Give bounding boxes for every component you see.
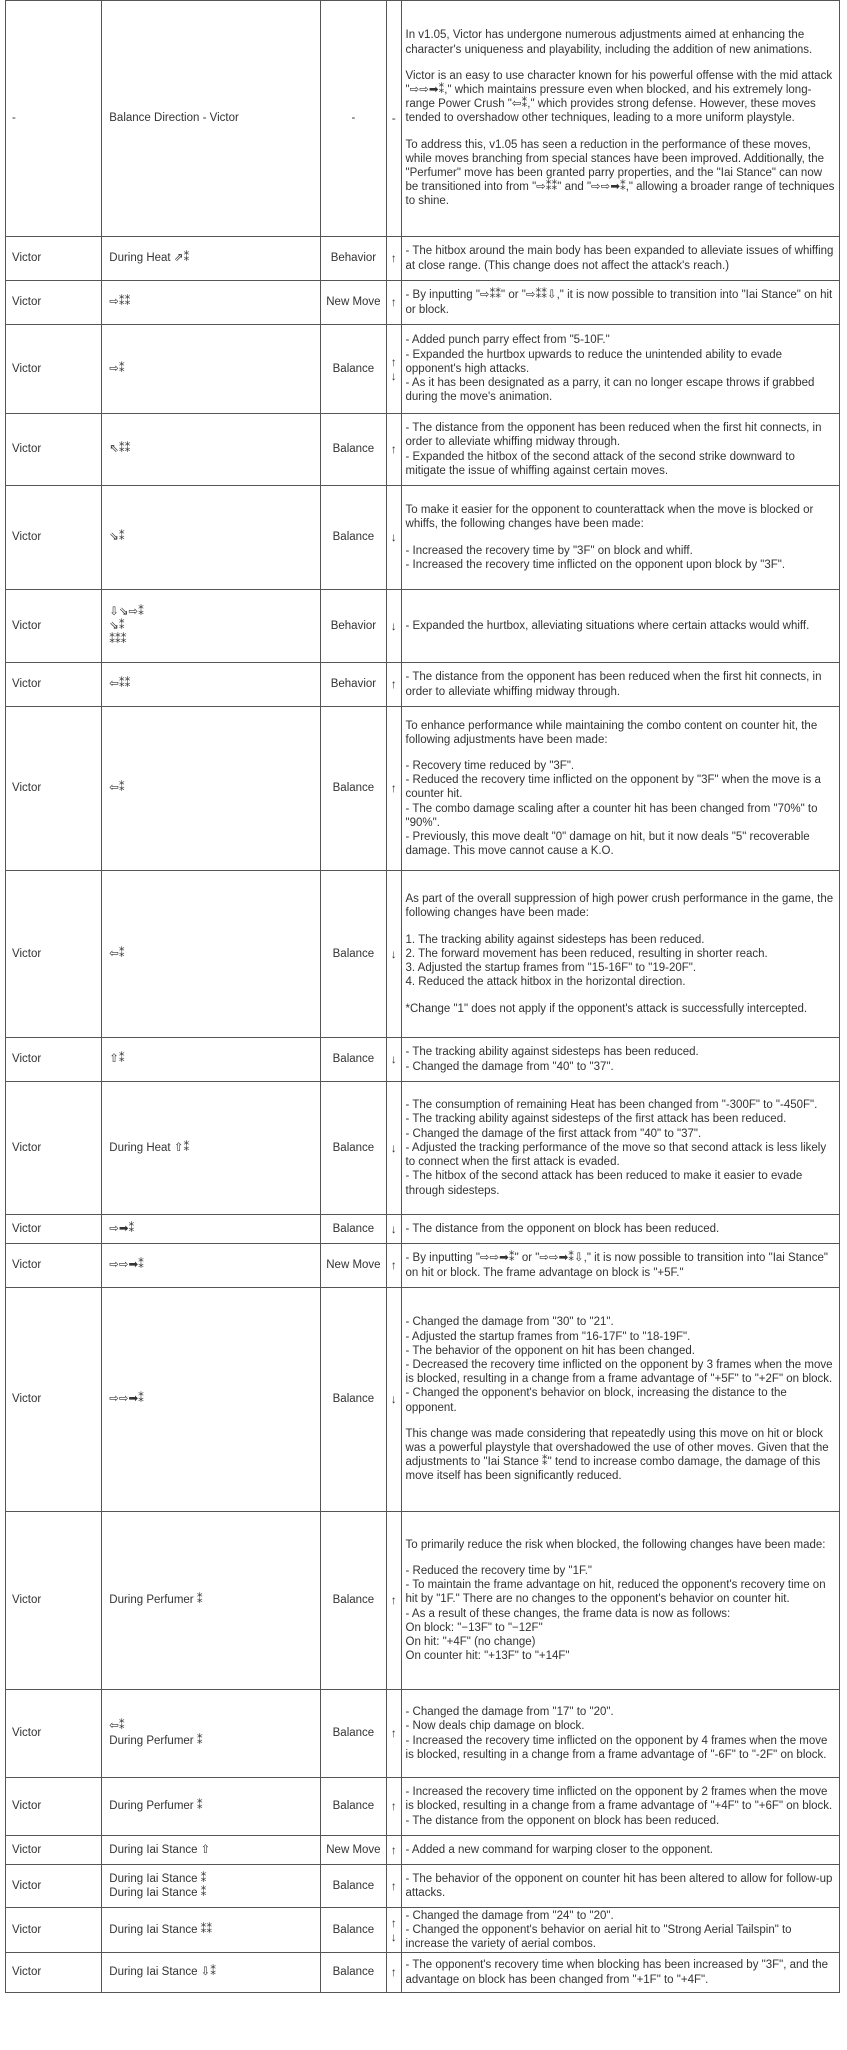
table-row bbox=[6, 281, 840, 325]
description-line: On counter hit: "+13F" to "+14F" bbox=[405, 1650, 570, 1663]
description-cell bbox=[401, 1865, 839, 1908]
description-line: - By inputting "⇨⁑⁑" or "⇨⁑⁑⇩," it is now possible to transition into "Iai Stance" on hit or block. bbox=[405, 289, 833, 316]
description-line: - The opponent's recovery time when blocking has been increased by "3F", and the advantage on block has been changed from "+1F" to "+4F". bbox=[405, 1959, 828, 1986]
command-line: ⇧⁑ bbox=[109, 1053, 125, 1066]
character-cell: Victor bbox=[6, 707, 102, 871]
direction-cell: ↓ bbox=[386, 871, 401, 1038]
command-line: ⇨⁑ bbox=[109, 362, 125, 375]
command-line: During Heat ⇗⁑ bbox=[109, 252, 190, 265]
category-cell: Balance bbox=[320, 1953, 386, 1993]
direction-cell: ↓ bbox=[386, 1082, 401, 1215]
paragraph-gap bbox=[406, 921, 835, 933]
description-line: - The tracking ability against sidesteps of the first attack has been reduced. bbox=[405, 1113, 787, 1126]
table-row bbox=[6, 1778, 840, 1836]
command-cell bbox=[102, 414, 321, 486]
command-cell bbox=[102, 237, 321, 281]
description-cell bbox=[401, 414, 839, 486]
description-line: - Increased the recovery time inflicted on the opponent upon block by "3F". bbox=[405, 558, 786, 571]
character-cell: - bbox=[6, 1, 102, 237]
description-cell bbox=[401, 871, 839, 1038]
command-cell bbox=[102, 1512, 321, 1690]
direction-cell: ↑ bbox=[386, 1512, 401, 1690]
table-row bbox=[6, 1953, 840, 1993]
category-cell: Balance bbox=[320, 414, 386, 486]
description-line: - Changed the opponent's behavior on block, increasing the distance to the opponent. bbox=[405, 1387, 787, 1414]
description-line: - The distance from the opponent on block has been reduced. bbox=[405, 1814, 720, 1827]
description-line: 2. The forward movement has been reduced, resulting in shorter reach. bbox=[405, 947, 768, 960]
command-cell bbox=[102, 1038, 321, 1082]
description-line: - The behavior of the opponent on hit has been changed. bbox=[405, 1344, 695, 1357]
description-cell bbox=[401, 663, 839, 707]
description-line: - Increased the recovery time inflicted on the opponent by 2 frames when the move is blocked, resulting in a change from a frame advantage of "+4F" to "+6F" on block. bbox=[405, 1786, 833, 1813]
paragraph-gap bbox=[406, 126, 835, 138]
category-cell: Balance bbox=[320, 486, 386, 590]
command-line: ⇦⁑ bbox=[109, 947, 125, 960]
description-cell bbox=[401, 1778, 839, 1836]
description-line: - Now deals chip damage on block. bbox=[405, 1720, 585, 1733]
direction-cell: ↓ bbox=[386, 590, 401, 663]
character-cell: Victor bbox=[6, 325, 102, 414]
command-line: During Perfumer ⁑ bbox=[109, 1734, 203, 1747]
table-row bbox=[6, 1215, 840, 1244]
description-line: On hit: "+4F" (no change) bbox=[405, 1635, 536, 1648]
description-line: - Adjusted the tracking performance of the move so that second attack is less likely to connect when the first attack is evaded. bbox=[405, 1141, 827, 1169]
description-cell bbox=[401, 1690, 839, 1778]
character-cell: Victor bbox=[6, 1908, 102, 1953]
command-line: During Iai Stance ⁑ bbox=[109, 1887, 207, 1899]
description-line: - The distance from the opponent has been reduced when the first hit connects, in order to alleviate whiffing midway through. bbox=[405, 671, 822, 698]
character-cell: Victor bbox=[6, 1865, 102, 1908]
character-cell: Victor bbox=[6, 1038, 102, 1082]
description-line: - The consumption of remaining Heat has been changed from "-300F" to "-450F". bbox=[405, 1099, 818, 1112]
character-cell: Victor bbox=[6, 663, 102, 707]
patch-notes-table bbox=[5, 0, 840, 1993]
table-row bbox=[6, 1038, 840, 1082]
command-cell bbox=[102, 1778, 321, 1836]
command-cell bbox=[102, 1215, 321, 1244]
command-cell bbox=[102, 707, 321, 871]
direction-cell: ↓ bbox=[386, 1215, 401, 1244]
category-cell: Balance bbox=[320, 1512, 386, 1690]
command-line: ⇨⁑⁑ bbox=[109, 296, 131, 309]
command-line: ⇦⁑ bbox=[109, 1720, 125, 1733]
direction-cell: ↓ bbox=[386, 1288, 401, 1512]
command-line: During Heat ⇧⁑ bbox=[109, 1141, 190, 1154]
command-cell bbox=[102, 1, 321, 237]
category-cell: Balance bbox=[320, 707, 386, 871]
paragraph-gap bbox=[406, 57, 835, 69]
command-line: ⇨⇨➡⁑ bbox=[109, 1259, 144, 1272]
command-line: ⇦⁑⁑ bbox=[109, 678, 131, 691]
command-line: During Iai Stance ⁑ bbox=[109, 1872, 207, 1885]
description-line: - Expanded the hurtbox upwards to reduce the unintended ability to evade opponent's high attacks. bbox=[405, 348, 783, 375]
description-line: - Changed the opponent's behavior on aerial hit to "Strong Aerial Tailspin" to increase the variety of aerial combos. bbox=[405, 1923, 792, 1951]
command-line: During Iai Stance ⁑⁑ bbox=[109, 1923, 213, 1936]
paragraph-gap bbox=[406, 532, 835, 544]
description-line: - Expanded the hurtbox, alleviating situations where certain attacks would whiff. bbox=[405, 619, 810, 632]
direction-cell: ↑ ↓ bbox=[386, 325, 401, 414]
description-cell bbox=[401, 1038, 839, 1082]
command-line: ⇘⁑ bbox=[109, 619, 125, 632]
command-cell bbox=[102, 663, 321, 707]
description-line: - Recovery time reduced by "3F". bbox=[405, 759, 575, 772]
description-line: - Expanded the hitbox of the second attack of the second strike downward to mitigate the issue of whiffing against certain moves. bbox=[405, 450, 795, 477]
description-line: - The combo damage scaling after a counter hit has been changed from "70%" to "90%". bbox=[405, 802, 818, 829]
table-row bbox=[6, 590, 840, 663]
command-cell bbox=[102, 1690, 321, 1778]
category-cell: Balance bbox=[320, 1778, 386, 1836]
description-line: - Previously, this move dealt "0" damage on hit, but it now deals "5" recoverable damage. This move cannot cause a K.O. bbox=[405, 831, 810, 858]
description-cell bbox=[401, 590, 839, 663]
paragraph-gap bbox=[406, 1552, 835, 1564]
description-line: - Adjusted the startup frames from "16-17F" to "18-19F". bbox=[405, 1330, 691, 1343]
direction-cell: ↑ bbox=[386, 237, 401, 281]
description-cell bbox=[401, 1836, 839, 1865]
table-row bbox=[6, 325, 840, 414]
description-line: - As it has been designated as a parry, it can no longer escape throws if grabbed during the move's animation. bbox=[405, 377, 815, 404]
character-cell: Victor bbox=[6, 871, 102, 1038]
description-line: - Decreased the recovery time inflicted on the opponent by 3 frames when the move is blocked, resulting in a change from a frame advantage of "+5F" to "+2F" on block. bbox=[405, 1358, 833, 1386]
description-cell bbox=[401, 237, 839, 281]
category-cell: - bbox=[320, 1, 386, 237]
table-row bbox=[6, 486, 840, 590]
command-cell bbox=[102, 1865, 321, 1908]
command-line: ⇖⁑⁑ bbox=[109, 443, 131, 456]
table-row bbox=[6, 663, 840, 707]
description-line: - Changed the damage from "24" to "20". bbox=[405, 1909, 614, 1922]
table-row bbox=[6, 414, 840, 486]
table-row bbox=[6, 1836, 840, 1865]
direction-cell: ↑ bbox=[386, 707, 401, 871]
table-row bbox=[6, 1288, 840, 1512]
description-cell bbox=[401, 1512, 839, 1690]
description-line: As part of the overall suppression of high power crush performance in the game, the following changes have been made: bbox=[405, 893, 834, 920]
description-line: On block: "−13F" to "−12F" bbox=[405, 1621, 543, 1634]
character-cell: Victor bbox=[6, 1512, 102, 1690]
category-cell: New Move bbox=[320, 1244, 386, 1288]
description-cell bbox=[401, 325, 839, 414]
character-cell: Victor bbox=[6, 1690, 102, 1778]
description-line: - The distance from the opponent on block has been reduced. bbox=[405, 1222, 720, 1235]
command-cell bbox=[102, 1082, 321, 1215]
command-cell bbox=[102, 1244, 321, 1288]
description-line: To primarily reduce the risk when blocked, the following changes have been made: bbox=[405, 1538, 826, 1551]
command-cell bbox=[102, 325, 321, 414]
direction-cell: ↑ bbox=[386, 1690, 401, 1778]
description-line: 3. Adjusted the startup frames from "15-16F" to "19-20F". bbox=[405, 962, 697, 975]
category-cell: Balance bbox=[320, 325, 386, 414]
description-cell bbox=[401, 1288, 839, 1512]
direction-cell: - bbox=[386, 1, 401, 237]
description-line: - Changed the damage from "40" to "37". bbox=[405, 1060, 614, 1073]
description-line: - The behavior of the opponent on counter hit has been altered to allow for follow-up attacks. bbox=[405, 1872, 833, 1899]
character-cell: Victor bbox=[6, 1288, 102, 1512]
command-line: ⇦⁑ bbox=[109, 782, 125, 795]
command-cell bbox=[102, 281, 321, 325]
description-line: - By inputting "⇨⇨➡⁑" or "⇨⇨➡⁑⇩," it is now possible to transition into "Iai Stance" on hit or block. The frame advantage on block is "+5F." bbox=[405, 1252, 828, 1279]
description-line: - The hitbox around the main body has been expanded to alleviate issues of whiffing at close range. (This change does not affect the attack's reach.) bbox=[405, 245, 834, 272]
description-cell bbox=[401, 1244, 839, 1288]
description-line: - Changed the damage from "30" to "21". bbox=[405, 1316, 614, 1329]
description-line: Victor is an easy to use character known for his powerful offense with the mid attack "⇨⇨➡⁑," which maintains pressure even when blocked, and his extremely long-range Power Crush "⇦⁑," which provides strong defense. However, these moves tended to overshadow other techniques, leading to a more uniform playstyle. bbox=[405, 69, 833, 125]
direction-cell: ↑ bbox=[386, 1778, 401, 1836]
description-line: - The tracking ability against sidesteps has been reduced. bbox=[405, 1046, 699, 1059]
category-cell: Balance bbox=[320, 1690, 386, 1778]
command-cell bbox=[102, 1908, 321, 1953]
description-line: To enhance performance while maintaining the combo content on counter hit, the following adjustments have been made: bbox=[405, 719, 818, 746]
category-cell: Balance bbox=[320, 1865, 386, 1908]
direction-cell: ↑ ↓ bbox=[386, 1908, 401, 1953]
direction-cell: ↑ bbox=[386, 663, 401, 707]
command-cell bbox=[102, 1288, 321, 1512]
character-cell: Victor bbox=[6, 590, 102, 663]
command-cell bbox=[102, 871, 321, 1038]
command-line: Balance Direction - Victor bbox=[109, 112, 239, 125]
table-row bbox=[6, 1244, 840, 1288]
description-line: - The distance from the opponent has been reduced when the first hit connects, in order to alleviate whiffing midway through. bbox=[405, 422, 822, 449]
table-row bbox=[6, 1865, 840, 1908]
description-line: 4. Reduced the attack hitbox in the horizontal direction. bbox=[405, 976, 686, 989]
direction-cell: ↑ bbox=[386, 1865, 401, 1908]
category-cell: Balance bbox=[320, 1288, 386, 1512]
description-cell bbox=[401, 1953, 839, 1993]
description-line: - Reduced the recovery time inflicted on the opponent by "3F" when the move is a counter hit. bbox=[405, 774, 821, 801]
description-line: To make it easier for the opponent to counterattack when the move is blocked or whiffs, the following changes have been made: bbox=[405, 504, 814, 531]
category-cell: Balance bbox=[320, 1082, 386, 1215]
character-cell: Victor bbox=[6, 486, 102, 590]
command-line: During Perfumer ⁑ bbox=[109, 1594, 203, 1607]
paragraph-gap bbox=[406, 747, 835, 759]
character-cell: Victor bbox=[6, 1215, 102, 1244]
category-cell: Behavior bbox=[320, 663, 386, 707]
character-cell: Victor bbox=[6, 1244, 102, 1288]
description-line: - Increased the recovery time by "3F" on block and whiff. bbox=[405, 544, 693, 557]
description-cell bbox=[401, 486, 839, 590]
description-cell bbox=[401, 281, 839, 325]
command-line: ⇨⇨➡⁑ bbox=[109, 1393, 144, 1406]
command-cell bbox=[102, 1953, 321, 1993]
command-cell bbox=[102, 590, 321, 663]
command-line: ⇩⇘⇨⁑ bbox=[109, 605, 144, 618]
description-cell bbox=[401, 1, 839, 237]
character-cell: Victor bbox=[6, 1778, 102, 1836]
command-line: During Iai Stance ⇩⁑ bbox=[109, 1966, 217, 1979]
description-line: - To maintain the frame advantage on hit, reduced the opponent's recovery time on hit by "1F." There are no changes to the opponent's behavior on counter hit. bbox=[405, 1579, 826, 1606]
description-line: *Change "1" does not apply if the opponent's attack is successfully intercepted. bbox=[405, 1002, 808, 1015]
description-line: - Added a new command for warping closer to the opponent. bbox=[405, 1843, 714, 1856]
direction-cell: ↑ bbox=[386, 1953, 401, 1993]
direction-cell: ↓ bbox=[386, 486, 401, 590]
character-cell: Victor bbox=[6, 1953, 102, 1993]
table-row bbox=[6, 871, 840, 1038]
character-cell: Victor bbox=[6, 1082, 102, 1215]
category-cell: Balance bbox=[320, 1215, 386, 1244]
description-line: In v1.05, Victor has undergone numerous adjustments aimed at enhancing the character's uniqueness and playability, including the addition of new animations. bbox=[405, 29, 813, 56]
table-row bbox=[6, 1082, 840, 1215]
direction-cell: ↑ bbox=[386, 414, 401, 486]
character-cell: Victor bbox=[6, 414, 102, 486]
table-row bbox=[6, 707, 840, 871]
direction-cell: ↑ bbox=[386, 1244, 401, 1288]
direction-cell: ↑ bbox=[386, 1836, 401, 1865]
description-line: - Changed the damage from "17" to "20". bbox=[405, 1706, 614, 1719]
category-cell: New Move bbox=[320, 1836, 386, 1865]
description-line: 1. The tracking ability against sidesteps has been reduced. bbox=[405, 933, 705, 946]
character-cell: Victor bbox=[6, 281, 102, 325]
description-line: - As a result of these changes, the frame data is now as follows: bbox=[405, 1607, 731, 1620]
category-cell: Balance bbox=[320, 1038, 386, 1082]
table-row bbox=[6, 1512, 840, 1690]
patch-notes-body bbox=[6, 1, 840, 1993]
category-cell: Balance bbox=[320, 1908, 386, 1953]
category-cell: Balance bbox=[320, 871, 386, 1038]
command-cell bbox=[102, 486, 321, 590]
character-cell: Victor bbox=[6, 1836, 102, 1865]
table-row bbox=[6, 237, 840, 281]
description-line: To address this, v1.05 has seen a reduction in the performance of these moves, while moves branching from special stances have been improved. Additionally, the "Perfumer" move has been granted parry properties, and the "Iai Stance" can now be transitioned into from "⇨⁑⁑" and "⇨⇨➡⁑," allowing a broader range of techniques to shine. bbox=[405, 138, 835, 208]
description-cell bbox=[401, 1215, 839, 1244]
description-cell bbox=[401, 1082, 839, 1215]
description-cell bbox=[401, 1908, 839, 1953]
paragraph-gap bbox=[406, 990, 835, 1002]
description-line: This change was made considering that repeatedly using this move on hit or block was a powerful playstyle that overshadowed the use of other moves. Given that the adjustments to "Iai Stance ⁑" tend to increase combo damage, the damage of this move itself has been significantly reduced. bbox=[405, 1427, 829, 1483]
description-line: - Increased the recovery time inflicted on the opponent by 4 frames when the move is blocked, resulting in a change from a frame advantage of "-6F" to "-2F" on block. bbox=[405, 1734, 828, 1761]
table-row bbox=[6, 1908, 840, 1953]
command-line: ⇘⁑ bbox=[109, 531, 125, 544]
paragraph-gap bbox=[406, 1415, 835, 1427]
direction-cell: ↑ bbox=[386, 281, 401, 325]
description-line: - Reduced the recovery time by "1F." bbox=[405, 1564, 593, 1577]
category-cell: New Move bbox=[320, 281, 386, 325]
category-cell: Behavior bbox=[320, 237, 386, 281]
description-cell bbox=[401, 707, 839, 871]
command-line: ⁑⁑⁑ bbox=[109, 634, 127, 647]
character-cell: Victor bbox=[6, 237, 102, 281]
table-row bbox=[6, 1690, 840, 1778]
command-cell bbox=[102, 1836, 321, 1865]
direction-cell: ↓ bbox=[386, 1038, 401, 1082]
description-line: - Changed the damage of the first attack from "40" to "37". bbox=[405, 1127, 702, 1140]
description-line: - The hitbox of the second attack has been reduced to make it easier to evade through sidesteps. bbox=[405, 1170, 803, 1197]
description-line: - Added punch parry effect from "5-10F." bbox=[405, 334, 610, 347]
category-cell: Behavior bbox=[320, 590, 386, 663]
table-row bbox=[6, 1, 840, 237]
command-line: ⇨➡⁑ bbox=[109, 1222, 135, 1235]
command-line: During Perfumer ⁑ bbox=[109, 1800, 203, 1813]
command-line: During Iai Stance ⇧ bbox=[109, 1843, 211, 1856]
